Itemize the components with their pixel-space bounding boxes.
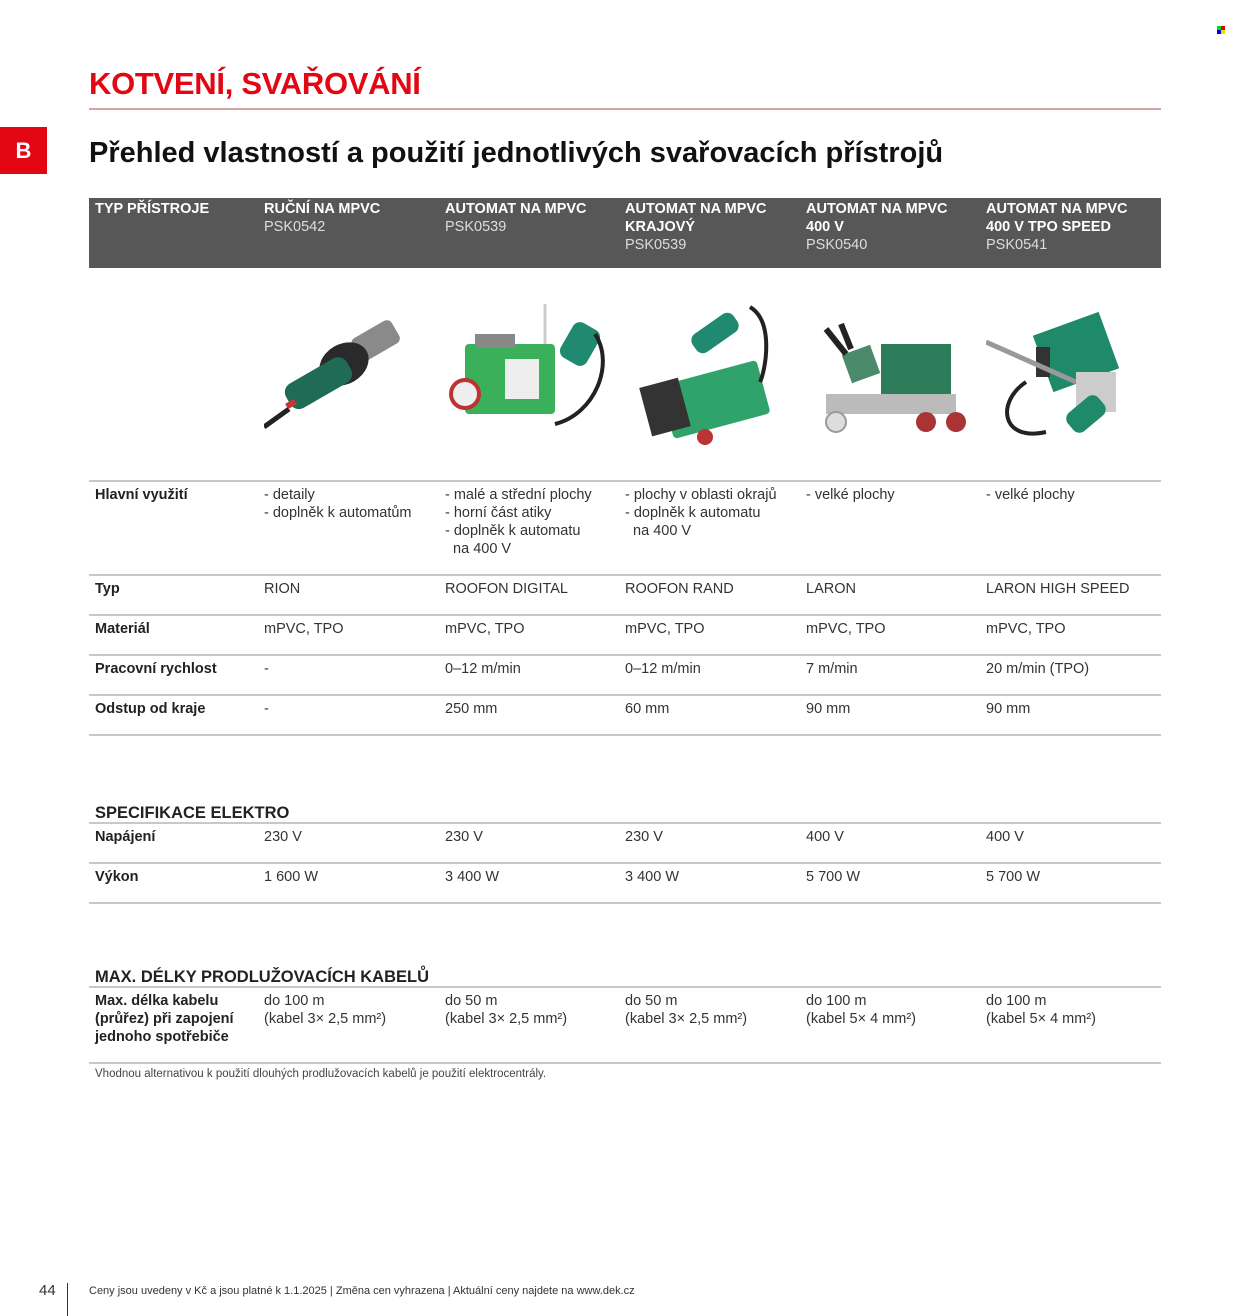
table-row — [89, 480, 1161, 574]
table-row — [89, 614, 1161, 654]
value-cell: - — [264, 661, 269, 677]
usage-cell: - velké plochy — [806, 487, 895, 503]
value-cell: 3 400 W — [625, 869, 679, 885]
table-divider — [89, 734, 1161, 804]
value-cell: 230 V — [264, 829, 302, 845]
page-number: 44 — [39, 1282, 56, 1299]
value-cell: mPVC, TPO — [625, 621, 705, 637]
page-title: Přehled vlastností a použití jednotlivých svařovacích přístrojů — [89, 137, 944, 169]
row-label: Výkon — [95, 869, 139, 885]
usage-cell: - detaily - doplněk k automatům — [264, 487, 412, 521]
table-divider — [89, 902, 1161, 968]
value-cell: 5 700 W — [806, 869, 860, 885]
edge-automatic-welder-image — [619, 302, 800, 447]
device-code: PSK0540 — [806, 237, 868, 253]
hand-welder-image — [258, 309, 439, 439]
cables-section-title: MAX. DÉLKY PRODLUŽOVACÍCH KABELŮ — [95, 968, 429, 986]
device-header: RUČNÍ NA MPVC PSK0542 — [264, 201, 381, 235]
electro-section-title: SPECIFIKACE ELEKTRO — [95, 804, 290, 822]
row-label: Napájení — [95, 829, 156, 845]
device-header: AUTOMAT NA MPVC KRAJOVÝ PSK0539 — [625, 201, 767, 253]
value-cell: 250 mm — [445, 701, 498, 717]
value-cell: mPVC, TPO — [264, 621, 344, 637]
row-label: Odstup od kraje — [95, 701, 206, 717]
value-cell: LARON HIGH SPEED — [986, 581, 1130, 597]
table-row — [89, 654, 1161, 694]
cable-cell: do 100 m (kabel 3× 2,5 mm²) — [264, 993, 387, 1027]
section-divider — [89, 108, 1161, 110]
value-cell: 1 600 W — [264, 869, 318, 885]
value-cell: ROOFON DIGITAL — [445, 581, 568, 597]
value-cell: 3 400 W — [445, 869, 499, 885]
automatic-400v-welder-image — [800, 304, 980, 444]
header-label: TYP PŘÍSTROJE — [95, 201, 210, 217]
value-cell: 7 m/min — [806, 661, 858, 677]
table-row — [89, 574, 1161, 614]
row-label: Typ — [95, 581, 120, 597]
value-cell: 230 V — [625, 829, 663, 845]
value-cell: 0–12 m/min — [625, 661, 701, 677]
value-cell: LARON — [806, 581, 856, 597]
usage-cell: - velké plochy — [986, 487, 1075, 503]
value-cell: 230 V — [445, 829, 483, 845]
value-cell: 5 700 W — [986, 869, 1040, 885]
value-cell: mPVC, TPO — [445, 621, 525, 637]
device-code: PSK0541 — [986, 237, 1048, 253]
cable-cell: do 50 m (kabel 3× 2,5 mm²) — [625, 993, 748, 1027]
value-cell: ROOFON RAND — [625, 581, 734, 597]
row-label: Pracovní rychlost — [95, 661, 217, 677]
table-row — [89, 862, 1161, 902]
value-cell: RION — [264, 581, 301, 597]
value-cell: 400 V — [806, 829, 844, 845]
device-header: AUTOMAT NA MPVC PSK0539 — [445, 201, 587, 235]
value-cell: - — [264, 701, 269, 717]
footer-text: Ceny jsou uvedeny v Kč a jsou platné k 1.1.2025 | Změna cen vyhrazena | Aktuální ceny najdete na www.dek.cz — [89, 1285, 635, 1297]
usage-cell: - malé a střední plochy - horní část atiky - doplněk k automatu na 400 V — [445, 487, 592, 557]
value-cell: 90 mm — [986, 701, 1031, 717]
table-row — [89, 822, 1161, 862]
row-label: Hlavní využití — [95, 487, 188, 503]
value-cell: mPVC, TPO — [986, 621, 1066, 637]
value-cell: 90 mm — [806, 701, 851, 717]
cable-cell: do 50 m (kabel 3× 2,5 mm²) — [445, 993, 568, 1027]
section-title: KOTVENÍ, SVAŘOVÁNÍ — [89, 66, 421, 101]
value-cell: 400 V — [986, 829, 1024, 845]
comparison-table — [89, 198, 1161, 1080]
cables-note: Vhodnou alternativou k použití dlouhých prodlužovacích kabelů je použití elektrocentrály. — [89, 1062, 1161, 1080]
device-header: AUTOMAT NA MPVC 400 V TPO SPEED PSK0541 — [986, 201, 1128, 253]
automatic-400v-tpo-speed-welder-image — [980, 302, 1161, 447]
device-code: PSK0539 — [625, 237, 687, 253]
value-cell: mPVC, TPO — [806, 621, 886, 637]
automatic-welder-image — [439, 304, 619, 444]
cable-cell: do 100 m (kabel 5× 4 mm²) — [986, 993, 1096, 1027]
row-label: Max. délka kabelu (průřez) při zapojení jednoho spotřebiče — [95, 993, 234, 1045]
value-cell: 0–12 m/min — [445, 661, 521, 677]
device-header: AUTOMAT NA MPVC 400 V PSK0540 — [806, 201, 948, 253]
chapter-tab: B — [0, 127, 47, 174]
row-label: Materiál — [95, 621, 150, 637]
device-code: PSK0539 — [445, 219, 507, 235]
table-header — [89, 198, 1161, 268]
table-row — [89, 694, 1161, 734]
value-cell: 60 mm — [625, 701, 670, 717]
device-images-row — [89, 268, 1161, 480]
device-code: PSK0542 — [264, 219, 326, 235]
page-footer — [0, 1280, 700, 1316]
footer-divider — [67, 1283, 68, 1316]
value-cell: 20 m/min (TPO) — [986, 661, 1090, 677]
table-row — [89, 986, 1161, 1062]
cable-cell: do 100 m (kabel 5× 4 mm²) — [806, 993, 916, 1027]
usage-cell: - plochy v oblasti okrajů - doplněk k automatu na 400 V — [625, 487, 777, 539]
color-registration-mark — [1217, 26, 1225, 34]
